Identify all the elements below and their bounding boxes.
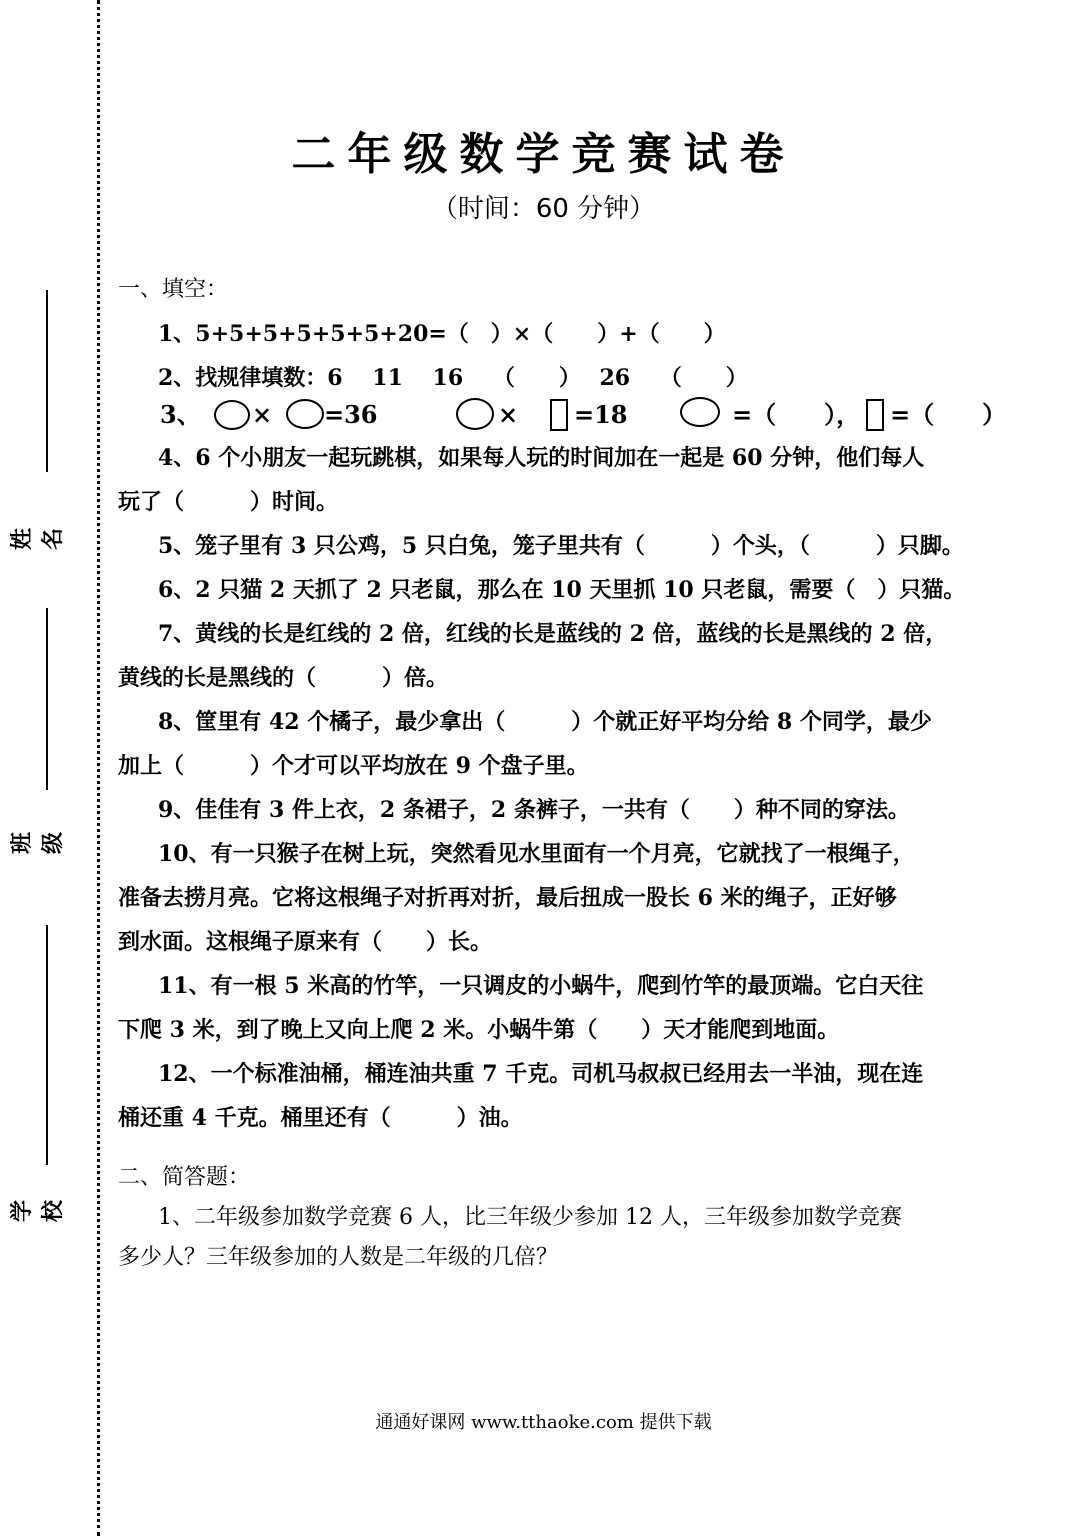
q3-times-2: ×	[498, 400, 519, 429]
q3-equals-3: =（ ），	[732, 400, 861, 429]
question-9: 9、佳佳有 3 件上衣，2 条裙子，2 条裤子，一共有（ ）种不同的穿法。	[158, 797, 910, 823]
question-6: 6、2 只猫 2 天抓了 2 只老鼠，那么在 10 天里抓 10 只老鼠，需要（ ）只猫。	[158, 577, 966, 603]
question-5: 5、笼子里有 3 只公鸡，5 只白兔，笼子里共有（ ）个头，（ ）只脚。	[158, 533, 964, 559]
section1-questions	[118, 436, 1002, 1140]
class-label: 班级	[10, 832, 66, 855]
question-11-line-1: 11、有一根 5 米高的竹竿，一只调皮的小蜗牛，爬到竹竿的最顶端。它白天往	[158, 973, 924, 999]
circle-shape-1	[214, 400, 250, 430]
page-subtitle: （时间：60 分钟）	[431, 194, 656, 224]
section2-heading: 二、简答题：	[118, 1165, 251, 1190]
question-10-line-3: 到水面。这根绳子原来有（ ）长。	[118, 929, 493, 955]
question-3	[160, 393, 1007, 437]
circle-shape-3	[456, 398, 494, 430]
section1-heading: 一、填空：	[118, 277, 229, 302]
circle-shape-4	[680, 397, 720, 427]
question-8-line-2: 加上（ ）个才可以平均放在 9 个盘子里。	[118, 753, 589, 779]
name-label: 姓名	[10, 528, 66, 551]
question-10-line-1: 10、有一只猴子在树上玩，突然看见水里面有一个月亮，它就找了一根绳子，	[158, 841, 915, 867]
q3-number: 3、	[160, 400, 201, 429]
section1-block	[118, 268, 1002, 400]
footer-credit: 通通好课网 www.tthaoke.com 提供下载	[375, 1412, 712, 1433]
class-fill-line	[46, 608, 48, 790]
question-11-line-2: 下爬 3 米，到了晚上又向上爬 2 米。小蜗牛第（ ）天才能爬到地面。	[118, 1017, 840, 1043]
question-1: 1、5+5+5+5+5+5+20=（ ）×（ ）+（ ）	[158, 321, 726, 347]
question-4-line-2: 玩了（ ）时间。	[118, 489, 339, 515]
q3-equals-1: =36	[324, 400, 378, 429]
q3-equals-4: =（ ）	[890, 400, 1007, 429]
school-label: 学校	[10, 1200, 66, 1223]
question-8-line-1: 8、筐里有 42 个橘子，最少拿出（ ）个就正好平均分给 8 个同学，最少	[158, 709, 932, 735]
question-12-line-1: 12、一个标准油桶，桶连油共重 7 千克。司机马叔叔已经用去一半油，现在连	[158, 1061, 924, 1087]
page-title: 二年级数学竞赛试卷	[291, 129, 796, 180]
square-shape-2	[866, 399, 884, 431]
q3-equals-2: =18	[574, 400, 628, 429]
question-12-line-2: 桶还重 4 千克。桶里还有（ ）油。	[118, 1105, 523, 1131]
question-2: 2、找规律填数：6 11 16 （ ） 26 （ ）	[158, 365, 748, 391]
question-10-line-2: 准备去捞月亮。它将这根绳子对折再对折，最后扭成一股长 6 米的绳子，正好够	[118, 885, 897, 911]
square-shape-1	[550, 399, 568, 431]
name-fill-line	[46, 290, 48, 472]
section2-question-1-line-1: 1、二年级参加数学竞赛 6 人，比三年级少参加 12 人，三年级参加数学竞赛	[158, 1205, 902, 1230]
school-fill-line	[46, 925, 48, 1165]
question-4-line-1: 4、6 个小朋友一起玩跳棋，如果每人玩的时间加在一起是 60 分钟，他们每人	[158, 445, 925, 471]
binding-dotted-line	[97, 0, 100, 1536]
q3-times-1: ×	[252, 400, 273, 429]
circle-shape-2	[286, 399, 324, 429]
question-7-line-2: 黄线的长是黑线的（ ）倍。	[118, 665, 449, 691]
section2-block	[118, 1158, 1002, 1278]
section2-question-1-line-2: 多少人？三年级参加的人数是二年级的几倍？	[118, 1245, 559, 1270]
question-7-line-1: 7、黄线的长是红线的 2 倍，红线的长是蓝线的 2 倍，蓝线的长是黑线的 2 倍，	[158, 621, 948, 647]
